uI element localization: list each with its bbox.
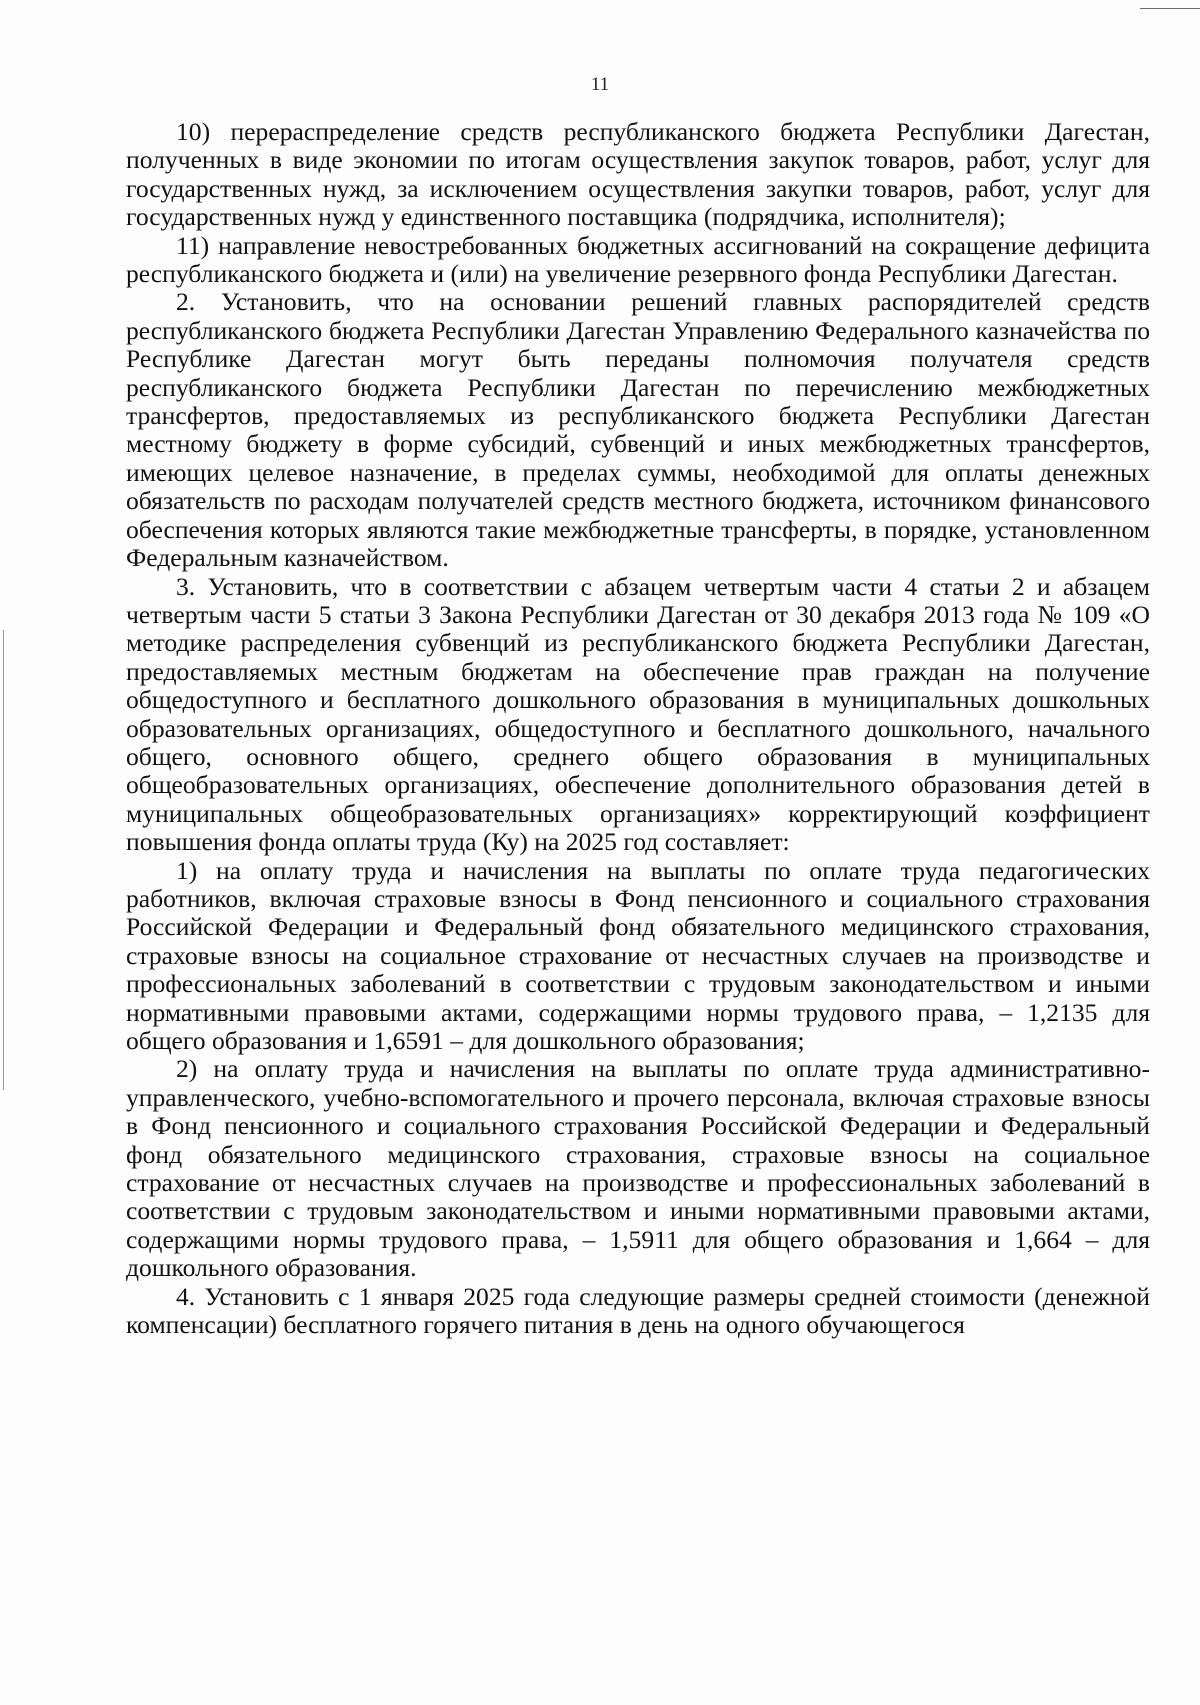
- paragraph-item-11: 11) направление невостребованных бюджетных ассигнований на сокращение дефицита республиканского бюджета и (или) на увеличение резервного фонда Республики Дагестан.: [126, 230, 1150, 289]
- scan-mark-top-right: [1140, 8, 1200, 9]
- paragraph-clause-3: 3. Установить, что в соответствии с абзацем четвертым части 4 статьи 2 и абзацем четвертым части 5 статьи 3 Закона Республики Дагестан от 30 декабря 2013 года № 109 «О методике распределения субвенций из республиканского бюджета Республики Дагестан, предоставляемых местным бюджетам на обеспечение прав граждан на получение общедоступного и бесплатного дошкольного образования в муниципальных дошкольных образовательных организациях, общедоступного и бесплатного дошкольного, начального общего, основного общего, среднего общего образования в муниципальных общеобразовательных организациях, обеспечение дополнительного образования детей в муниципальных общеобразовательных организациях» корректирующий коэффициент повышения фонда оплаты труда (Ку) на 2025 год составляет:: [126, 571, 1150, 857]
- paragraph-clause-3-item-2: 2) на оплату труда и начисления на выплаты по оплате труда административно-управленческого, учебно-вспомогательного и прочего персонала, включая страховые взносы в Фонд пенсионного и социального страхования Российской Федерации и Федеральный фонд обязательного медицинского страхования, страховые взносы на социальное страхование от несчастных случаев на производстве и профессиональных заболеваний в соответствии с трудовым законодательством и иными нормативными правовыми актами, содержащими нормы трудового права, – 1,5911 для общего образования и 1,664 – для дошкольного образования.: [126, 1054, 1150, 1283]
- paragraph-clause-3-item-1: 1) на оплату труда и начисления на выплаты по оплате труда педагогических работников, включая страховые взносы в Фонд пенсионного и социального страхования Российской Федерации и Федеральный фонд обязательного медицинского страхования, страховые взносы на социальное страхование от несчастных случаев на производстве и профессиональных заболеваний в соответствии с трудовым законодательством и иными нормативными правовыми актами, содержащими нормы трудового права, – 1,2135 для общего образования и 1,6591 – для дошкольного образования;: [126, 855, 1150, 1055]
- page-number: 11: [590, 74, 610, 95]
- paragraph-clause-4: 4. Установить с 1 января 2025 года следующие размеры средней стоимости (денежной компенсации) бесплатного горячего питания в день на одного обучающегося: [126, 1281, 1150, 1340]
- document-body: [126, 118, 1150, 1339]
- scan-edge-line: [3, 630, 4, 1090]
- paragraph-item-10: 10) перераспределение средств республиканского бюджета Республики Дагестан, полученных в виде экономии по итогам осуществления закупок товаров, работ, услуг для государственных нужд, за исключением осуществления закупки товаров, работ, услуг для государственных нужд у единственного поставщика (подрядчика, исполнителя);: [126, 117, 1150, 232]
- paragraph-clause-2: 2. Установить, что на основании решений главных распорядителей средств республиканского бюджета Республики Дагестан Управлению Федерального казначейства по Республике Дагестан могут быть переданы полномочия получателя средств республиканского бюджета Республики Дагестан по перечислению межбюджетных трансфертов, предоставляемых из республиканского бюджета Республики Дагестан местному бюджету в форме субсидий, субвенций и иных межбюджетных трансфертов, имеющих целевое назначение, в пределах суммы, необходимой для оплаты денежных обязательств по расходам получателей средств местного бюджета, источником финансового обеспечения которых являются такие межбюджетные трансферты, в порядке, установленном Федеральным казначейством.: [126, 287, 1150, 573]
